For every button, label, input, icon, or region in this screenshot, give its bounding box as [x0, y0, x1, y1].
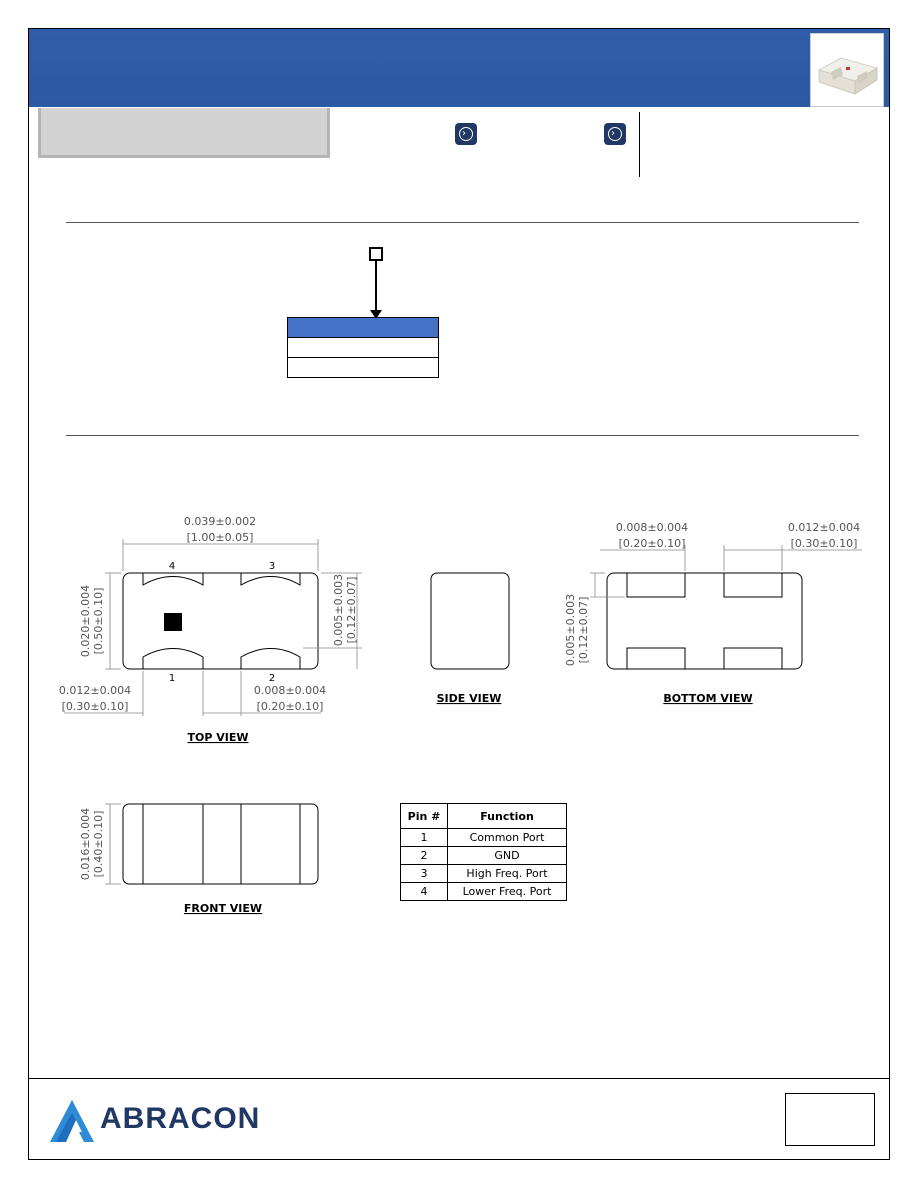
- top-length-mm: [1.00±0.05]: [186, 531, 254, 544]
- bottom-pad-depth-mm: [0.12±0.07]: [577, 596, 590, 664]
- pin-label-2: 2: [268, 673, 276, 684]
- pin-number: 1: [401, 829, 448, 847]
- top-edge-in: 0.012±0.004: [58, 684, 132, 697]
- table-row: [401, 847, 567, 865]
- chevron-right-icon: ›: [611, 128, 615, 139]
- pin-label-4: 4: [168, 561, 176, 572]
- pin-function: High Freq. Port: [448, 865, 567, 883]
- top-pad-depth-mm: [0.12±0.07]: [345, 576, 358, 644]
- pin-number: 4: [401, 883, 448, 901]
- top-length-in: 0.039±0.002: [183, 515, 257, 528]
- top-view-label: TOP VIEW: [187, 731, 249, 744]
- top-width-mm: [0.50±0.10]: [92, 587, 105, 655]
- front-height-in: 0.016±0.004: [79, 807, 92, 881]
- table-row: [401, 883, 567, 901]
- bottom-pad-depth-in: 0.005±0.003: [564, 593, 577, 667]
- side-view-label: SIDE VIEW: [436, 692, 502, 705]
- pin-function-table: [400, 803, 567, 901]
- pin-header: Pin #: [401, 804, 448, 829]
- polarity-mark: [164, 613, 182, 631]
- bottom-gap-mm: [0.20±0.10]: [618, 537, 686, 550]
- abracon-logo-icon: [48, 1098, 96, 1149]
- front-view-label: FRONT VIEW: [183, 902, 263, 915]
- pin-function: Common Port: [448, 829, 567, 847]
- bottom-edge-in: 0.012±0.004: [787, 521, 861, 534]
- top-gap-in: 0.008±0.004: [253, 684, 327, 697]
- pin-number: 3: [401, 865, 448, 883]
- top-edge-mm: [0.30±0.10]: [61, 700, 129, 713]
- page-number-box: [785, 1093, 875, 1146]
- chevron-right-icon: ›: [462, 128, 466, 139]
- top-width-in: 0.020±0.004: [79, 584, 92, 658]
- bottom-gap-in: 0.008±0.004: [615, 521, 689, 534]
- pin-function: GND: [448, 847, 567, 865]
- top-gap-mm: [0.20±0.10]: [256, 700, 324, 713]
- front-height-mm: [0.40±0.10]: [92, 810, 105, 878]
- pin-number: 2: [401, 847, 448, 865]
- company-logo-text: ABRACON: [100, 1102, 261, 1135]
- pin-label-3: 3: [268, 561, 276, 572]
- function-header: Function: [448, 804, 567, 829]
- pin-function: Lower Freq. Port: [448, 883, 567, 901]
- top-pad-depth-in: 0.005±0.003: [332, 573, 345, 647]
- bottom-view-label: BOTTOM VIEW: [663, 692, 753, 705]
- pin-label-1: 1: [168, 673, 176, 684]
- bottom-edge-mm: [0.30±0.10]: [790, 537, 858, 550]
- table-row: [401, 829, 567, 847]
- footer-rule: [29, 1078, 889, 1079]
- table-row: [401, 865, 567, 883]
